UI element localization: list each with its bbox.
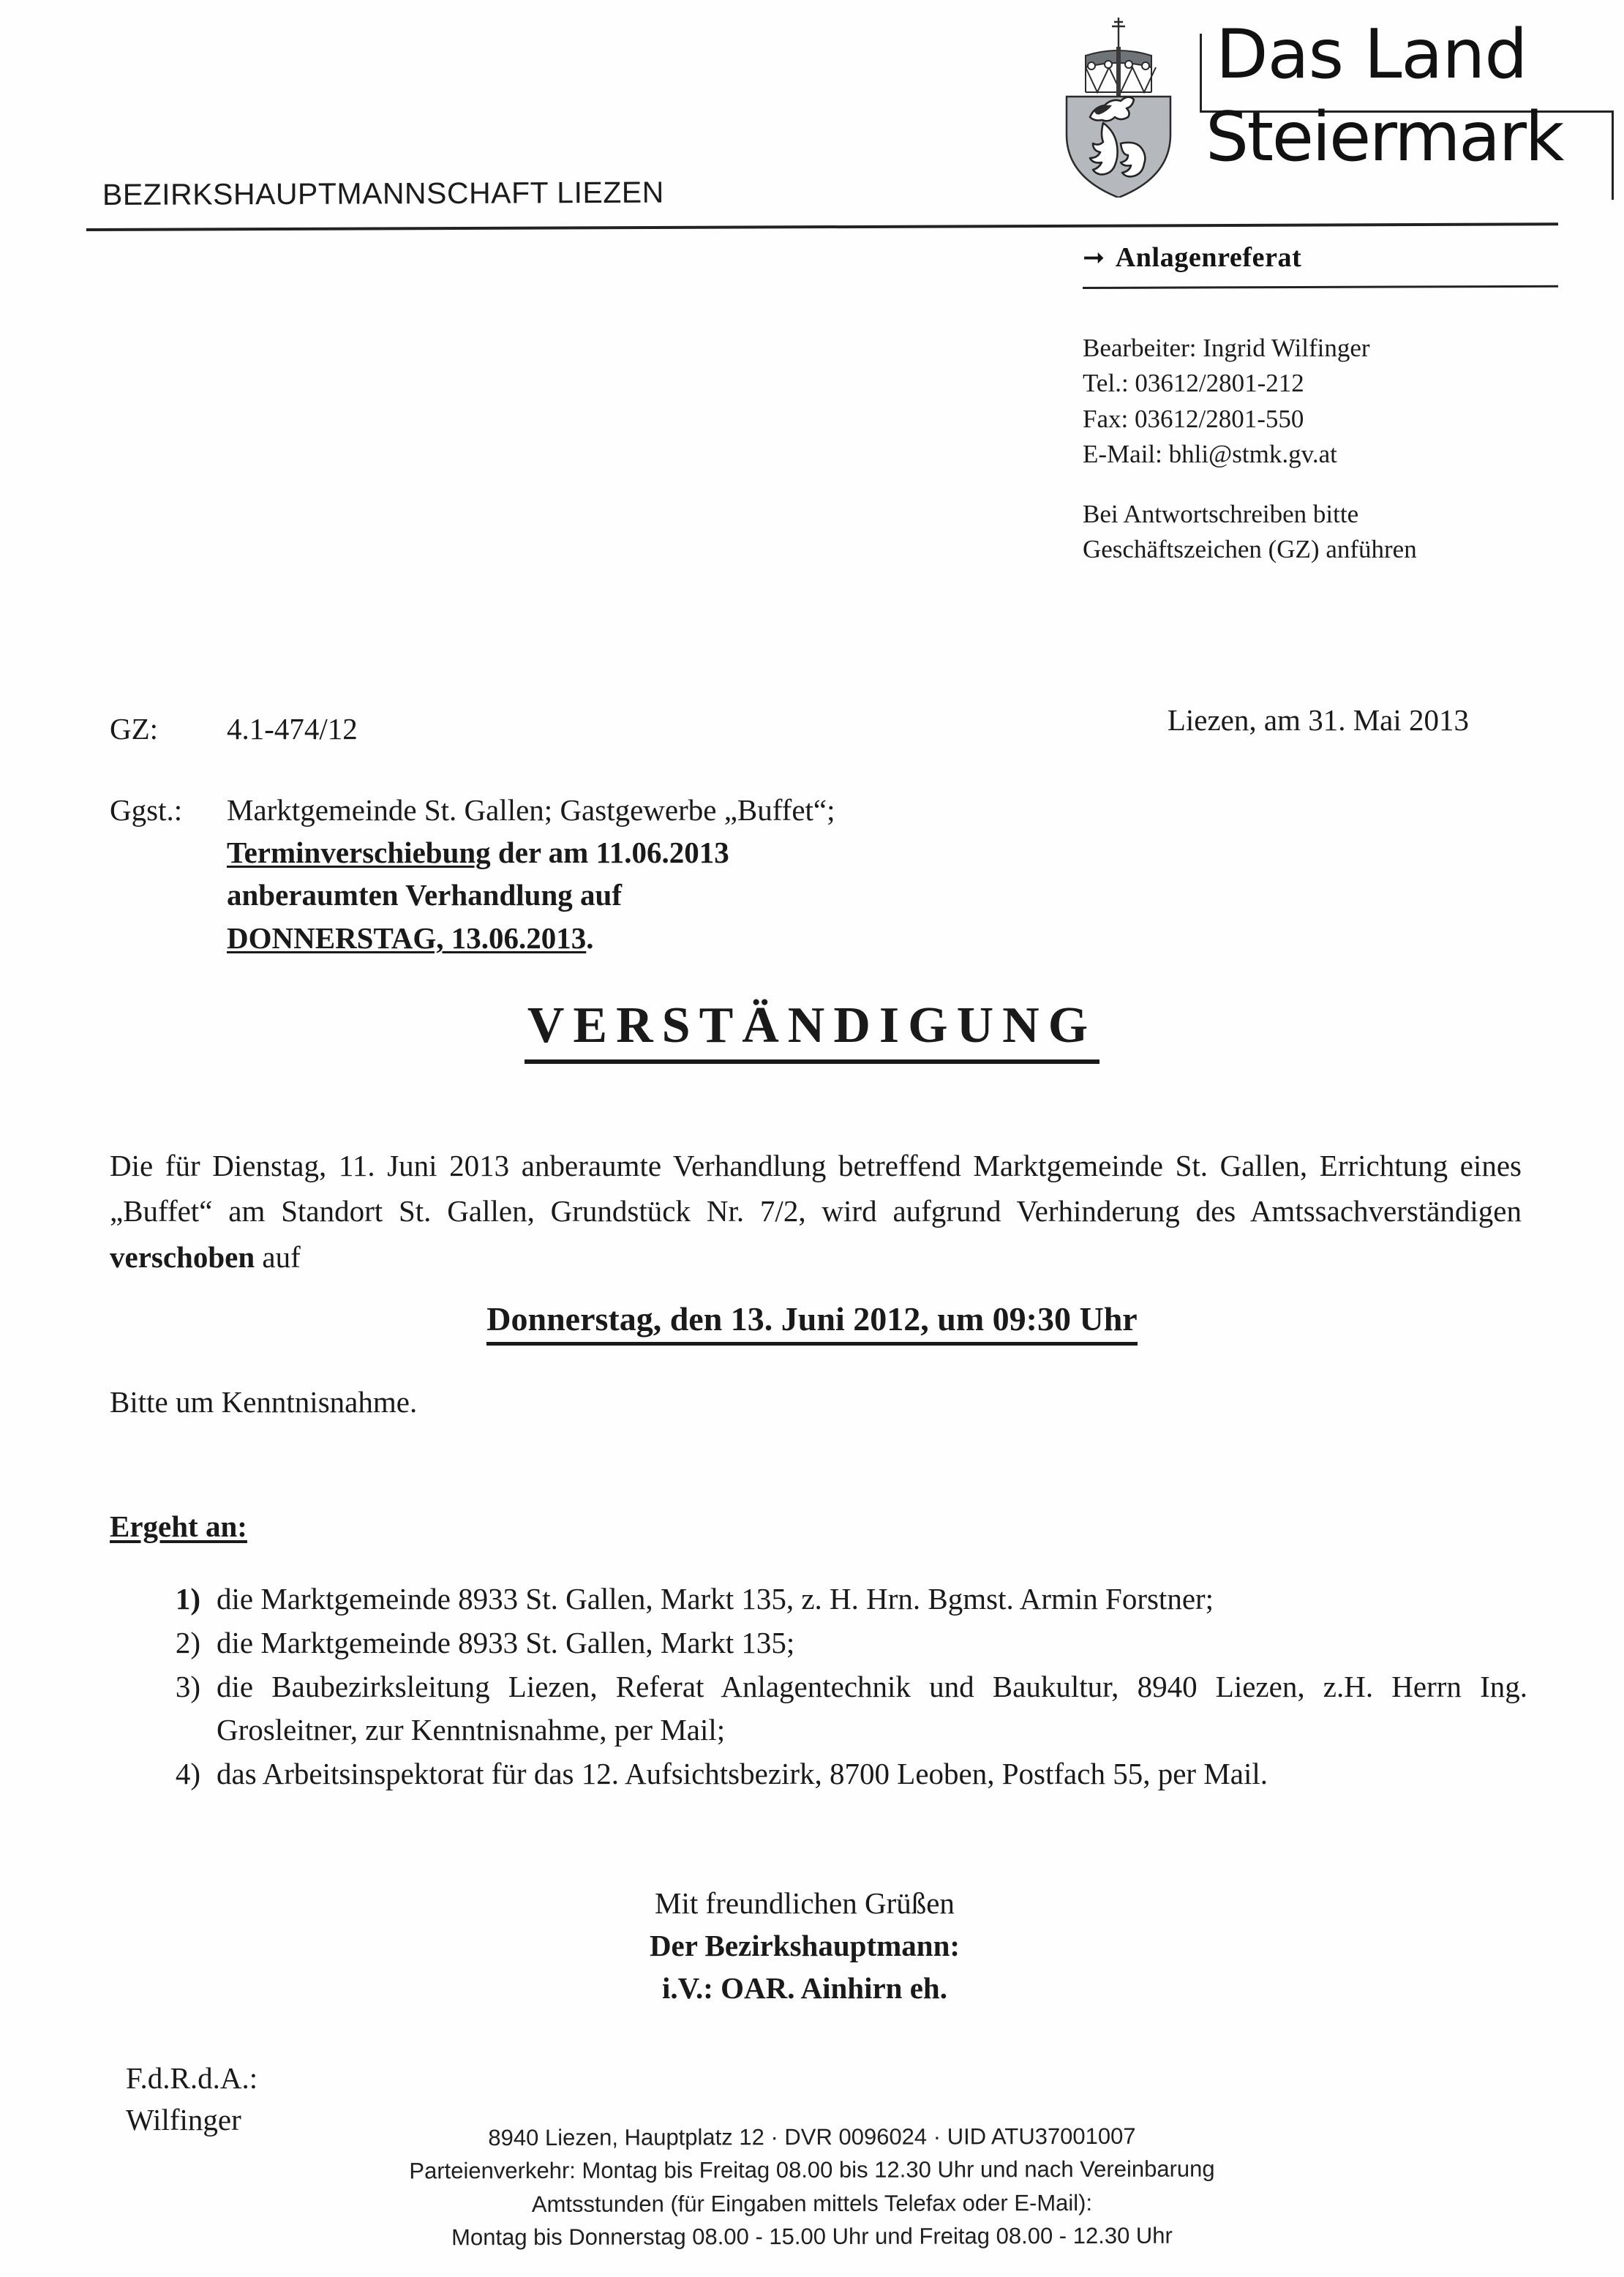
signature-block — [512, 1882, 1097, 2010]
list-item-text: die Baubezirksleitung Liezen, Referat Anlagentechnik und Baukultur, 8940 Liezen, z.H. Herrn Ing. Grosleitner, zur Kenntnisnahme, per Mail; — [217, 1670, 1527, 1747]
distribution-list — [159, 1578, 1527, 1796]
subject-line-2-rest: der am 11.06.2013 — [490, 836, 729, 870]
logo-line-steiermark: Steiermark — [1206, 97, 1563, 176]
paragraph-emphasis: verschoben — [110, 1239, 255, 1274]
signature-greeting: Mit freundlichen Grüßen — [655, 1886, 955, 1920]
contact-block — [1083, 331, 1417, 568]
signature-title: Der Bezirkshauptmann: — [649, 1929, 961, 1963]
footer-public-hours-line: Parteienverkehr: Montag bis Freitag 08.00 bis 12.30 Uhr und nach Vereinbarung — [409, 2156, 1215, 2184]
list-item-number: 3) — [175, 1670, 200, 1704]
main-paragraph — [110, 1143, 1522, 1280]
document-header — [0, 0, 1624, 307]
fdrda-label: F.d.R.d.A.: — [126, 2061, 258, 2095]
new-appointment-date-text: Donnerstag, den 13. Juni 2012, um 09:30 Uhr — [486, 1299, 1137, 1346]
contact-email: E-Mail: bhli@stmk.gv.at — [1083, 439, 1337, 468]
subject-line-4 — [227, 917, 1280, 959]
gz-value: 4.1-474/12 — [227, 712, 358, 746]
list-item-number: 2) — [175, 1626, 200, 1660]
subject-line-4-emphasis: DONNERSTAG, 13.06.2013 — [227, 920, 587, 955]
fdrda-name: Wilfinger — [126, 2102, 241, 2137]
subject-line-4-rest: . — [586, 920, 594, 955]
contact-note-line-1: Bei Antwortschreiben bitte — [1083, 500, 1359, 529]
paragraph-part-1: Die für Dienstag, 11. Juni 2013 anberaumte Verhandlung betreffend Marktgemeinde St. Gallen, Errichtung eines „Buffet“ am Standort St. Gallen, Grundstück Nr. 7/2, wird aufgrund Verhinderung des Amtssachverständigen — [110, 1149, 1522, 1228]
contact-note-line-2: Geschäftszeichen (GZ) anführen — [1083, 535, 1417, 564]
new-appointment-date — [0, 1299, 1624, 1346]
contact-phone: Tel.: 03612/2801-212 — [1083, 369, 1304, 398]
list-item-number: 4) — [175, 1756, 200, 1790]
contact-fax: Fax: 03612/2801-550 — [1083, 404, 1304, 433]
footer-office-hours-line: Montag bis Donnerstag 08.00 - 15.00 Uhr und Freitag 08.00 - 12.30 Uhr — [451, 2222, 1173, 2251]
page-title — [0, 997, 1624, 1064]
subject-line-1: Marktgemeinde St. Gallen; Gastgewerbe „Buffet“; — [227, 793, 835, 827]
list-item — [159, 1621, 1527, 1664]
header-divider-rule — [86, 222, 1558, 231]
gz-label: GZ: — [110, 712, 159, 746]
paragraph-part-2: auf — [255, 1239, 301, 1274]
place-and-date: Liezen, am 31. Mai 2013 — [1167, 703, 1469, 737]
distribution-heading: Ergeht an: — [110, 1509, 247, 1543]
department-label: Anlagenreferat — [1115, 242, 1302, 273]
list-item-number: 1) — [175, 1582, 200, 1616]
list-item — [159, 1665, 1527, 1750]
logo-frame-right — [1612, 110, 1614, 200]
subject-line-3: anberaumten Verhandlung auf — [227, 878, 622, 912]
signature-signer: i.V.: OAR. Ainhirn eh. — [662, 1971, 947, 2006]
page-footer — [0, 2120, 1624, 2253]
list-item — [159, 1752, 1527, 1795]
logo-line-das-land: Das Land — [1216, 15, 1527, 94]
subject-line-2 — [227, 831, 1280, 874]
list-item-text: die Marktgemeinde 8933 St. Gallen, Markt 135, z. H. Hrn. Bgmst. Armin Forstner; — [217, 1582, 1214, 1616]
closing-note: Bitte um Kenntnisnahme. — [110, 1385, 418, 1419]
list-item-text: das Arbeitsinspektorat für das 12. Aufsichtsbezirk, 8700 Leoben, Postfach 55, per Mail. — [217, 1756, 1268, 1790]
logo-wordmark — [1198, 10, 1608, 200]
subject-lines — [227, 789, 1280, 959]
logo-frame-left — [1200, 34, 1202, 113]
subject-label: Ggst.: — [110, 793, 183, 827]
land-steiermark-logo — [1052, 10, 1615, 208]
subject-line-2-emphasis: Terminverschiebung — [227, 836, 491, 870]
contact-clerk: Bearbeiter: Ingrid Wilfinger — [1083, 334, 1370, 362]
department-divider-rule — [1083, 285, 1558, 289]
department-heading — [1083, 241, 1565, 274]
footer-office-hours-heading: Amtsstunden (für Eingaben mittels Telefax oder E-Mail): — [531, 2189, 1093, 2217]
styria-coat-of-arms-icon — [1052, 15, 1185, 198]
contact-spacer — [1083, 472, 1417, 497]
footer-address-line: 8940 Liezen, Hauptplatz 12 · DVR 0096024 · UID ATU37001007 — [488, 2123, 1136, 2151]
list-item — [159, 1578, 1527, 1620]
list-item-text: die Marktgemeinde 8933 St. Gallen, Markt 135; — [217, 1626, 795, 1660]
issuing-authority-name: BEZIRKSHAUPTMANNSCHAFT LIEZEN — [102, 175, 664, 211]
page-title-text: VERSTÄNDIGUNG — [525, 997, 1099, 1064]
subject-block — [110, 789, 1280, 959]
arrow-right-icon: ➞ — [1083, 243, 1105, 273]
